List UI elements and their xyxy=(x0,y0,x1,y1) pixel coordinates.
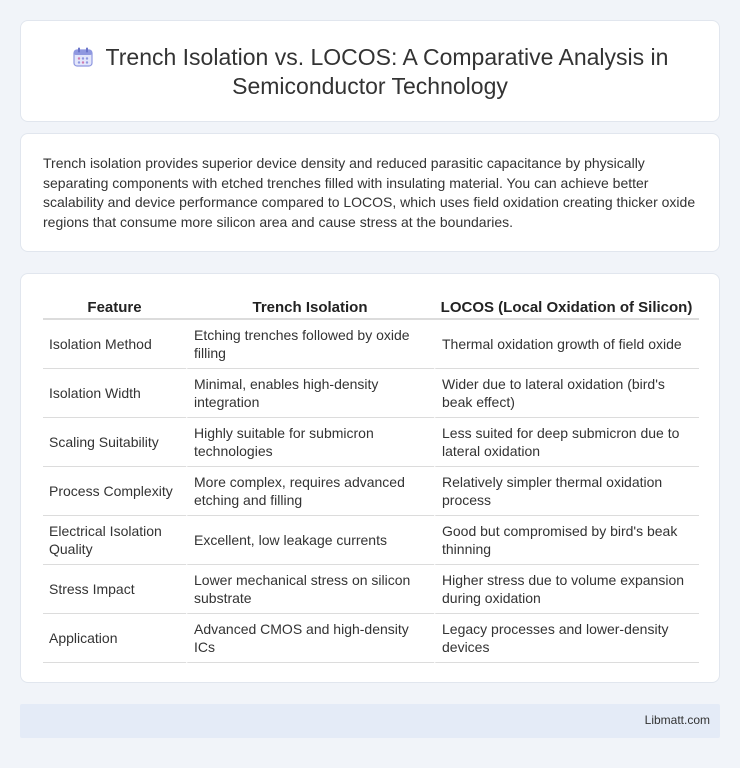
trench-cell: More complex, requires advanced etching and filling xyxy=(186,467,434,516)
table-row xyxy=(43,614,699,663)
locos-cell: Legacy processes and lower-density devices xyxy=(434,614,699,663)
page-title-wrap xyxy=(21,43,719,101)
feature-cell: Scaling Suitability xyxy=(43,418,186,467)
feature-cell: Isolation Width xyxy=(43,369,186,418)
table-row xyxy=(43,516,699,565)
locos-cell: Wider due to lateral oxidation (bird's beak effect) xyxy=(434,369,699,418)
locos-cell: Good but compromised by bird's beak thinning xyxy=(434,516,699,565)
intro-card xyxy=(20,133,720,252)
header-trench-isolation: Trench Isolation xyxy=(186,296,434,320)
table-row xyxy=(43,565,699,614)
trench-cell: Highly suitable for submicron technologies xyxy=(186,418,434,467)
feature-cell: Stress Impact xyxy=(43,565,186,614)
locos-cell: Relatively simpler thermal oxidation process xyxy=(434,467,699,516)
calendar-icon xyxy=(72,46,94,68)
table-row xyxy=(43,369,699,418)
footer-bar xyxy=(20,704,720,738)
comparison-table xyxy=(43,296,699,663)
feature-cell: Application xyxy=(43,614,186,663)
title-card xyxy=(20,20,720,122)
page-title: Trench Isolation vs. LOCOS: A Comparative Analysis in Semiconductor Technology xyxy=(105,44,669,99)
locos-cell: Higher stress due to volume expansion during oxidation xyxy=(434,565,699,614)
trench-cell: Lower mechanical stress on silicon substrate xyxy=(186,565,434,614)
table-row xyxy=(43,418,699,467)
feature-cell: Process Complexity xyxy=(43,467,186,516)
trench-cell: Excellent, low leakage currents xyxy=(186,516,434,565)
comparison-card xyxy=(20,273,720,683)
locos-cell: Less suited for deep submicron due to lateral oxidation xyxy=(434,418,699,467)
locos-cell: Thermal oxidation growth of field oxide xyxy=(434,320,699,369)
footer-brand-link[interactable]: Libmatt.com xyxy=(644,713,710,727)
feature-cell: Isolation Method xyxy=(43,320,186,369)
table-row xyxy=(43,320,699,369)
trench-cell: Advanced CMOS and high-density ICs xyxy=(186,614,434,663)
trench-cell: Etching trenches followed by oxide filling xyxy=(186,320,434,369)
header-feature: Feature xyxy=(43,296,186,320)
intro-paragraph: Trench isolation provides superior device density and reduced parasitic capacitance by physically separating components with etched trenches filled with insulating material. You can achieve better scalability and device performance compared to LOCOS, which uses field oxidation creating thicker oxide regions that consume more silicon area and cause stress at the boundaries. xyxy=(43,155,696,230)
feature-cell: Electrical Isolation Quality xyxy=(43,516,186,565)
header-locos: LOCOS (Local Oxidation of Silicon) xyxy=(434,296,699,320)
table-row xyxy=(43,467,699,516)
trench-cell: Minimal, enables high-density integration xyxy=(186,369,434,418)
table-header-row xyxy=(43,296,699,320)
